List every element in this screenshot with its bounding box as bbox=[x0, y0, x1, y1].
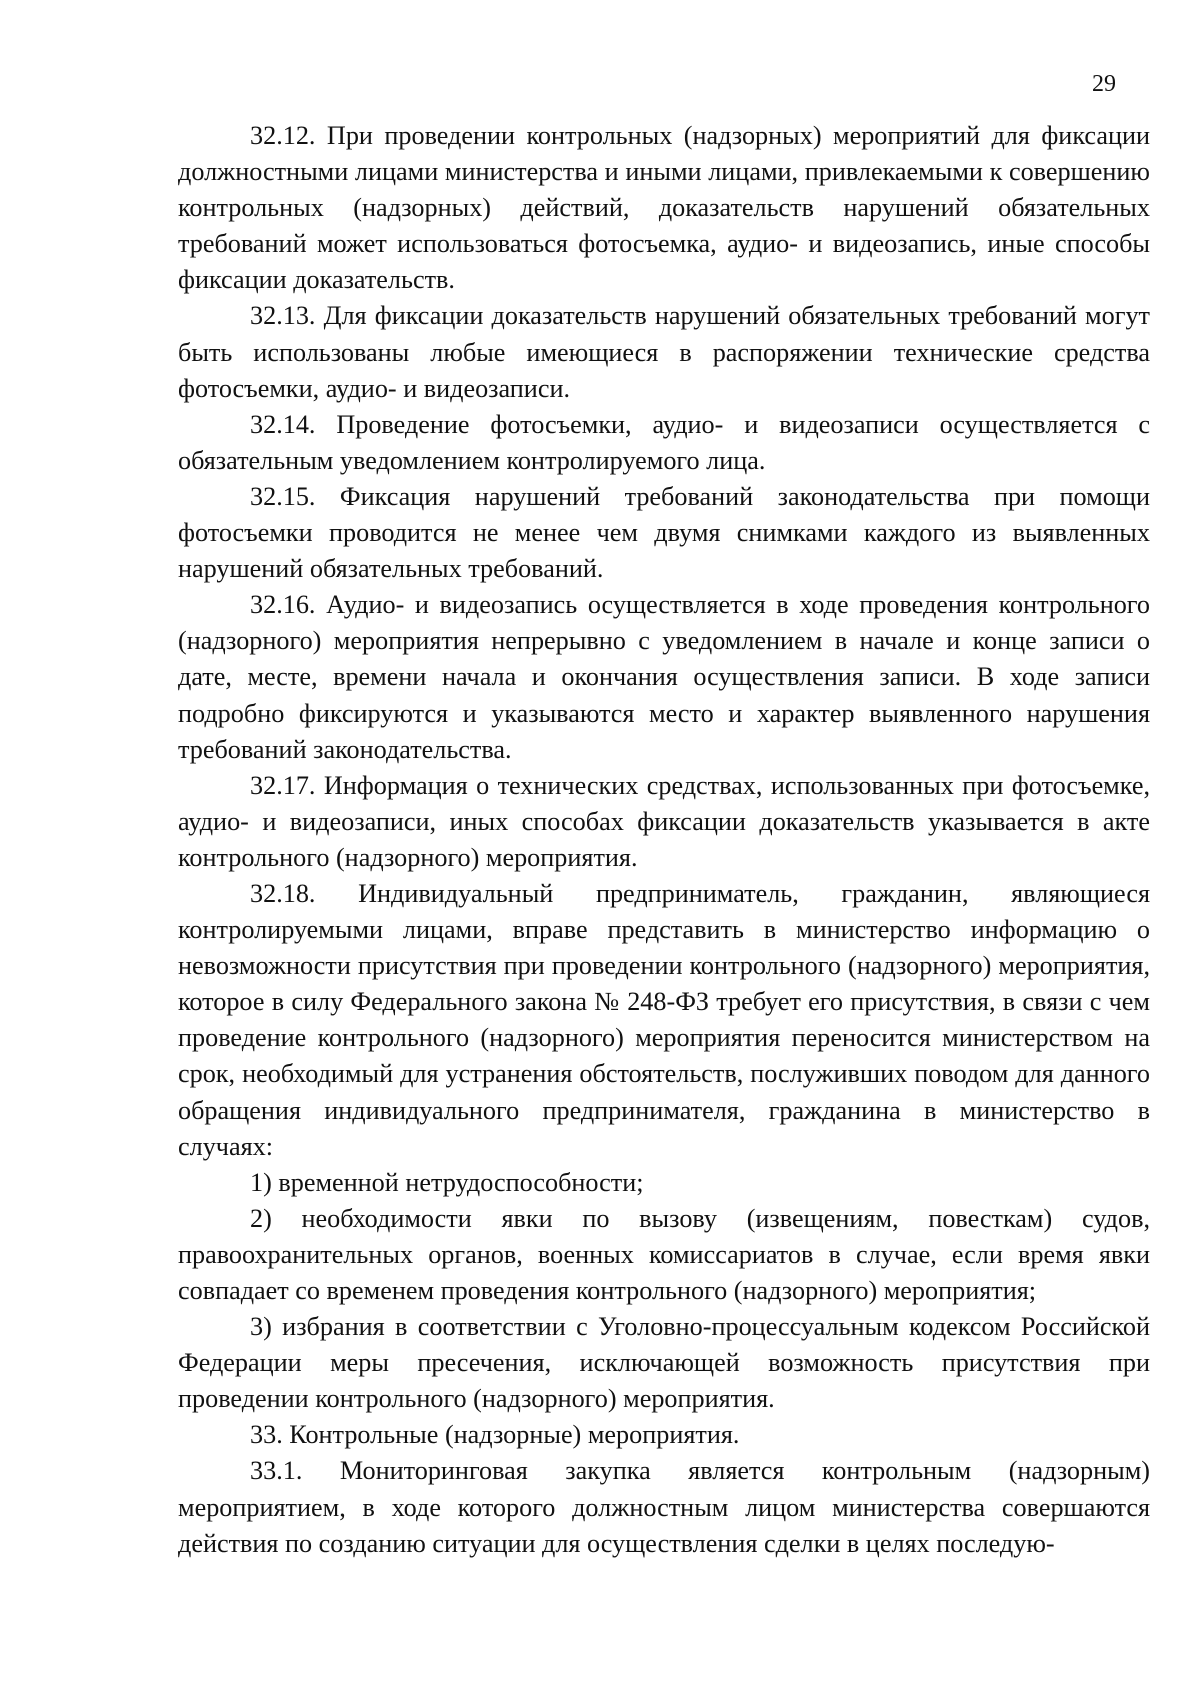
list-item-3: 3) избрания в соответствии с Уголовно-процессуальным кодексом Российской Федерации меры пресечения, исключающей возможность присутствия при проведении контрольного (надзорного) мероприятия. bbox=[178, 1312, 1150, 1414]
paragraph-32-17: 32.17. Информация о технических средствах, использованных при фотосъемке, аудио- и видеозаписи, иных способах фиксации доказательств указывается в акте контрольного (надзорного) мероприятия. bbox=[178, 770, 1150, 872]
paragraph-32-12: 32.12. При проведении контрольных (надзорных) мероприятий для фиксации должностными лицами министерства и иными лицами, привлекаемыми к совершению контрольных (надзорных) действий, доказательств нарушений обязательных требований может использоваться фотосъемка, аудио- и видеозапись, иные способы фиксации доказательств. bbox=[178, 121, 1150, 295]
paragraph-32-16: 32.16. Аудио- и видеозапись осуществляется в ходе проведения контрольного (надзорного) мероприятия непрерывно с уведомлением в начале и конце записи о дате, месте, времени начала и окончания осуществления записи. В ходе записи подробно фиксируются и указываются место и характер выявленного нарушения требований законодательства. bbox=[178, 590, 1150, 764]
paragraph-32-14: 32.14. Проведение фотосъемки, аудио- и видеозаписи осуществляется с обязательным уведомлением контролируемого лица. bbox=[178, 409, 1150, 475]
paragraph-32-15: 32.15. Фиксация нарушений требований законодательства при помощи фотосъемки проводится не менее чем двумя снимками каждого из выявленных нарушений обязательных требований. bbox=[178, 481, 1150, 584]
paragraph-33-1: 33.1. Мониторинговая закупка является контрольным (надзорным) мероприятием, в ходе которого должностным лицом министерства совершаются действия по созданию ситуации для осуществления сделки в целях последую- bbox=[178, 1456, 1150, 1558]
paragraph-32-13: 32.13. Для фиксации доказательств нарушений обязательных требований могут быть использованы любые имеющиеся в распоряжении технические средства фотосъемки, аудио- и видеозаписи. bbox=[178, 301, 1150, 403]
section-33-heading: 33. Контрольные (надзорные) мероприятия. bbox=[250, 1420, 740, 1450]
paragraph-32-18: 32.18. Индивидуальный предприниматель, гражданин, являющиеся контролируемыми лицами, вправе представить в министерство информацию о невозможности присутствия при проведении контрольного (надзорного) мероприятия, которое в силу Федерального закона № 248-ФЗ требует его присутствия, в связи с чем проведение контрольного (надзорного) мероприятия переносится министерством на срок, необходимый для устранения обстоятельств, послуживших поводом для данного обращения индивидуального предпринимателя, гражданина в министерство в случаях: bbox=[178, 878, 1150, 1161]
document-body bbox=[178, 118, 1150, 1562]
page-number: 29 bbox=[1092, 71, 1116, 97]
list-item-1: 1) временной нетрудоспособности; bbox=[250, 1167, 644, 1197]
list-item-2: 2) необходимости явки по вызову (извещениям, повесткам) судов, правоохранительных органов, военных комиссариатов в случае, если время явки совпадает со временем проведения контрольного (надзорного) мероприятия; bbox=[178, 1203, 1150, 1305]
